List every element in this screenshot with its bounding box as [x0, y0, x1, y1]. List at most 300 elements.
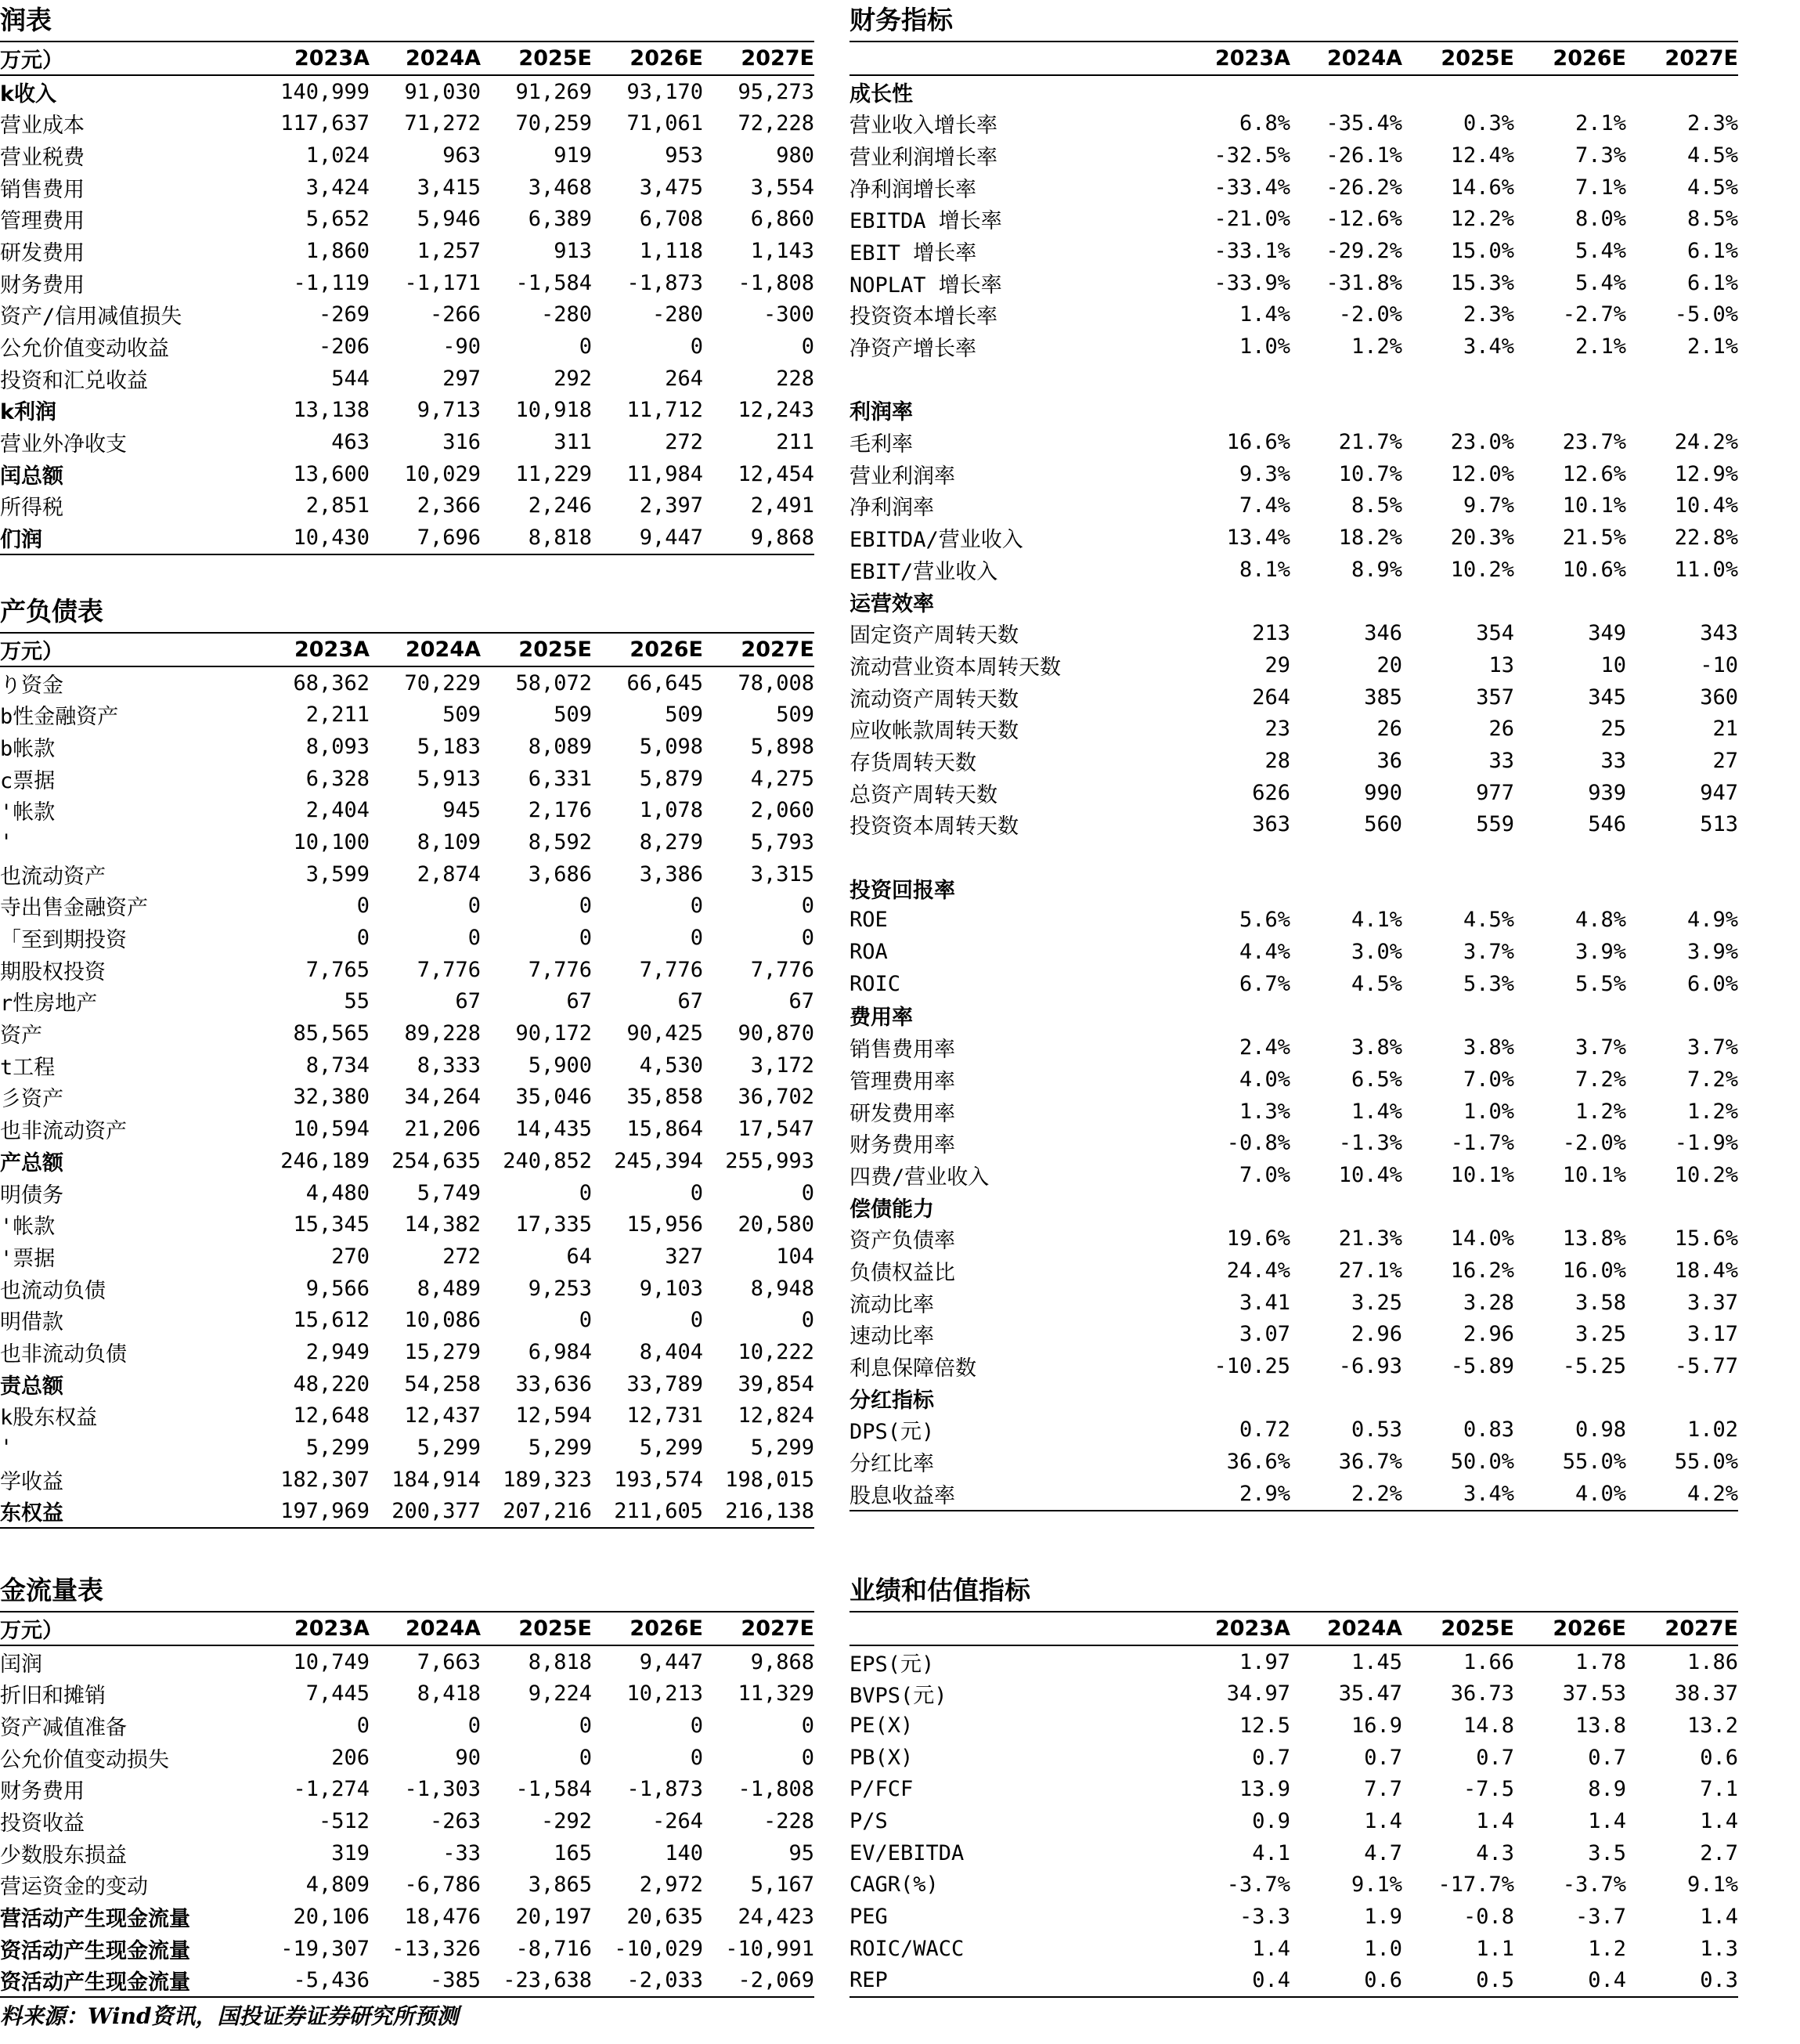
value-cell: 182,307 — [280, 1467, 370, 1492]
value-cell: 193,574 — [614, 1467, 703, 1492]
row-label: 投资收益 — [0, 1811, 85, 1836]
value-cell: 11,984 — [626, 461, 703, 486]
table-row — [849, 777, 1738, 809]
value-cell: 272 — [442, 1244, 481, 1269]
value-cell: 3,415 — [417, 175, 481, 200]
header-year-cell: 2025E — [1402, 1612, 1514, 1645]
header-year-cell: 2027E — [703, 633, 814, 666]
row-label: 销售费用率 — [849, 1038, 955, 1063]
value-cell: 37.53 — [1562, 1681, 1626, 1706]
value-cell: 1,143 — [750, 238, 814, 263]
table-row — [0, 954, 814, 986]
value-cell: 2.4% — [1239, 1035, 1290, 1060]
value-cell: 10,594 — [293, 1117, 370, 1142]
table-row — [849, 490, 1738, 522]
value-cell: 12,594 — [515, 1403, 592, 1428]
value-cell: 8,109 — [417, 829, 481, 854]
value-cell: 5.5% — [1575, 971, 1626, 996]
value-cell: 7,776 — [750, 957, 814, 982]
value-cell: 64 — [566, 1244, 592, 1269]
value-cell: 939 — [1588, 780, 1626, 805]
value-cell: 10,749 — [293, 1649, 370, 1674]
value-cell: 12.2% — [1450, 207, 1514, 232]
valuation-indicators-title: 业绩和估值指标 — [849, 1575, 1030, 1605]
value-cell: 17,335 — [515, 1212, 592, 1237]
value-cell: 10.1% — [1562, 493, 1626, 518]
header-year-cell: 2023A — [258, 1612, 370, 1645]
value-cell: 0 — [467, 894, 481, 919]
header-year-cell: 2025E — [481, 42, 592, 75]
value-cell — [1290, 840, 1402, 872]
value-cell: 4.7 — [1364, 1840, 1402, 1865]
value-cell: 20.3% — [1450, 525, 1514, 551]
header-year-cell: 2027E — [703, 42, 814, 75]
header-year-cell: 2023A — [258, 633, 370, 666]
value-cell: 10.2% — [1674, 1162, 1738, 1187]
row-label: EBIT/营业收入 — [849, 559, 998, 584]
value-cell: 0 — [801, 1713, 814, 1738]
value-cell: 35.47 — [1338, 1681, 1402, 1706]
row-label: EBIT 增长率 — [849, 240, 977, 265]
value-cell: 385 — [1364, 684, 1402, 710]
value-cell: 12,731 — [626, 1403, 703, 1428]
value-cell: -280 — [540, 302, 592, 327]
value-cell — [1290, 395, 1402, 427]
value-cell — [1290, 1000, 1402, 1032]
value-cell — [1626, 75, 1738, 108]
financial-indicators-title: 财务指标 — [849, 5, 953, 35]
value-cell: 2.9% — [1178, 1478, 1290, 1511]
value-cell — [1514, 1000, 1626, 1032]
table-row — [0, 666, 814, 699]
value-cell: 3.4% — [1463, 334, 1514, 359]
value-cell: 0 — [801, 926, 814, 951]
value-cell: 24.4% — [1226, 1258, 1290, 1283]
header-year-cell: 2027E — [703, 1612, 814, 1645]
value-cell: -1,873 — [626, 270, 703, 295]
row-label: b帐款 — [0, 736, 56, 761]
table-row — [0, 107, 814, 139]
row-label: P/FCF — [849, 1777, 914, 1802]
value-cell: -32.5% — [1214, 143, 1290, 168]
header-year-cell: 2024A — [1290, 1612, 1402, 1645]
value-cell: 12,824 — [738, 1403, 814, 1428]
value-cell: -2,033 — [592, 1965, 703, 1998]
table-row — [849, 1159, 1738, 1191]
value-cell: 1.3 — [1700, 1936, 1738, 1961]
value-cell: 13,138 — [293, 398, 370, 423]
value-cell: 3,172 — [750, 1053, 814, 1078]
value-cell: 21.5% — [1562, 525, 1626, 551]
value-cell: 0.98 — [1575, 1417, 1626, 1443]
value-cell: 48,220 — [293, 1371, 370, 1396]
value-cell: 0.53 — [1351, 1417, 1402, 1443]
row-label: EPS(元) — [849, 1652, 935, 1677]
value-cell: -385 — [370, 1965, 481, 1998]
value-cell: -1,274 — [293, 1777, 370, 1802]
row-label: 明债务 — [0, 1183, 63, 1208]
value-cell: 0 — [801, 1308, 814, 1333]
value-cell: 9,868 — [703, 522, 814, 554]
value-cell: 21 — [1712, 717, 1738, 742]
value-cell: 95,273 — [738, 79, 814, 104]
row-label: 管理费用 — [0, 209, 85, 234]
value-cell: 1.02 — [1686, 1417, 1738, 1443]
value-cell: 24.2% — [1674, 430, 1738, 455]
value-cell: 7,445 — [305, 1681, 370, 1706]
row-label: 营活动产生现金流量 — [0, 1907, 190, 1932]
value-cell: 3.7% — [1686, 1035, 1738, 1060]
value-cell: -5.25 — [1562, 1354, 1626, 1379]
header-label-cell: 万元） — [0, 42, 258, 75]
value-cell: 509 — [554, 702, 592, 728]
value-cell: 3.17 — [1686, 1322, 1738, 1347]
value-cell: 0.9 — [1252, 1808, 1290, 1833]
table-header-row — [0, 633, 814, 666]
row-label: 资产减值准备 — [0, 1715, 127, 1740]
value-cell: 546 — [1588, 812, 1626, 837]
value-cell: 11,712 — [626, 398, 703, 423]
value-cell: 1.45 — [1351, 1649, 1402, 1674]
value-cell: 3,686 — [528, 861, 592, 887]
table-row — [849, 1478, 1738, 1511]
header-year-cell: 2024A — [370, 42, 481, 75]
value-cell: 117,637 — [280, 111, 370, 136]
table-row — [849, 235, 1738, 267]
value-cell: 9.3% — [1239, 461, 1290, 486]
table-row — [0, 1965, 814, 1998]
value-cell: 270 — [331, 1244, 370, 1269]
right-column — [849, 0, 1738, 2044]
value-cell — [1290, 872, 1402, 905]
value-cell: 346 — [1364, 621, 1402, 646]
value-cell — [1626, 1382, 1738, 1414]
value-cell — [1178, 1191, 1290, 1223]
value-cell: 7.4% — [1239, 493, 1290, 518]
value-cell: 5,879 — [639, 766, 703, 791]
value-cell: 10,222 — [738, 1339, 814, 1364]
value-cell: 58,072 — [515, 670, 592, 695]
value-cell: 327 — [665, 1244, 703, 1269]
value-cell — [1514, 75, 1626, 108]
value-cell: 919 — [554, 143, 592, 168]
value-cell: 12.9% — [1674, 461, 1738, 486]
value-cell: 93,170 — [626, 79, 703, 104]
table-row — [0, 1901, 814, 1933]
value-cell: 90,425 — [626, 1021, 703, 1046]
value-cell: 71,272 — [404, 111, 481, 136]
value-cell: 8,404 — [639, 1339, 703, 1364]
table-row — [0, 330, 814, 363]
value-cell: 8,489 — [417, 1276, 481, 1301]
value-cell: 16.0% — [1562, 1258, 1626, 1283]
value-cell: 8,818 — [528, 1649, 592, 1674]
value-cell: 6.1% — [1686, 238, 1738, 263]
table-row — [849, 1645, 1738, 1678]
table-section-row — [849, 586, 1738, 618]
row-label: 成长性 — [849, 81, 913, 107]
table-header-row — [849, 42, 1738, 75]
value-cell: 15,956 — [626, 1212, 703, 1237]
value-cell: -2.0% — [1338, 302, 1402, 327]
value-cell: 11,229 — [515, 461, 592, 486]
table-row — [0, 1837, 814, 1869]
value-cell: 20,580 — [738, 1212, 814, 1237]
table-section-row — [849, 1191, 1738, 1223]
value-cell: 4.4% — [1239, 940, 1290, 965]
value-cell: 8,089 — [528, 734, 592, 759]
row-label: 净资产增长率 — [849, 337, 976, 362]
value-cell: 0 — [690, 926, 703, 951]
row-label: 流动营业资本周转天数 — [849, 655, 1061, 680]
value-cell: 10 — [1600, 652, 1626, 677]
table-section-row — [849, 75, 1738, 108]
value-cell: 39,854 — [738, 1371, 814, 1396]
value-cell — [1178, 363, 1290, 395]
value-cell: 11.0% — [1674, 557, 1738, 582]
value-cell: 311 — [554, 430, 592, 455]
value-cell: 7.2% — [1575, 1067, 1626, 1092]
value-cell: 8,948 — [750, 1276, 814, 1301]
value-cell: -1,808 — [738, 1777, 814, 1802]
value-cell: 4.8% — [1575, 908, 1626, 933]
value-cell: 21.3% — [1338, 1226, 1402, 1251]
table-row — [0, 490, 814, 522]
value-cell: 9,868 — [750, 1649, 814, 1674]
value-cell: 626 — [1252, 780, 1290, 805]
table-row — [849, 1319, 1738, 1351]
value-cell: -35.4% — [1326, 111, 1402, 136]
row-label: BVPS(元) — [849, 1684, 947, 1709]
value-cell: 15,279 — [404, 1339, 481, 1364]
value-cell: 0 — [690, 1745, 703, 1770]
value-cell: -26.2% — [1326, 175, 1402, 200]
cashflow-statement-title: 金流量表 — [0, 1575, 103, 1605]
value-cell — [1402, 1191, 1514, 1223]
row-label: 总资产周转天数 — [849, 782, 997, 807]
value-cell: 947 — [1700, 780, 1738, 805]
value-cell: 3.8% — [1351, 1035, 1402, 1060]
value-cell: 4.5% — [1351, 971, 1402, 996]
value-cell: -23,638 — [481, 1965, 592, 1998]
value-cell: 8,734 — [305, 1053, 370, 1078]
value-cell: -1,171 — [404, 270, 481, 295]
table-row — [0, 458, 814, 490]
value-cell: 0 — [579, 334, 592, 359]
value-cell: -33 — [442, 1840, 481, 1865]
table-row — [0, 139, 814, 172]
value-cell: 1.4 — [1700, 1808, 1738, 1833]
value-cell: 12,243 — [738, 398, 814, 423]
table-row — [0, 1336, 814, 1368]
row-label: 营业收入增长率 — [849, 114, 997, 139]
value-cell: 1.97 — [1239, 1649, 1290, 1674]
value-cell: -3.7% — [1562, 1872, 1626, 1898]
value-cell: -19,307 — [280, 1936, 370, 1961]
table-row — [0, 1208, 814, 1240]
income-statement-table — [0, 41, 814, 555]
value-cell: 21.7% — [1338, 430, 1402, 455]
value-cell: 963 — [442, 143, 481, 168]
table-row — [0, 299, 814, 331]
value-cell: 0.4 — [1514, 1965, 1626, 1998]
row-label: 存货周转天数 — [849, 750, 976, 775]
row-label: '帐款 — [0, 1215, 56, 1240]
row-label: 投资和汇兑收益 — [0, 368, 148, 393]
table-section-row — [849, 872, 1738, 905]
value-cell: 89,228 — [404, 1021, 481, 1046]
valuation-indicators-table — [849, 1611, 1738, 1998]
value-cell — [1514, 363, 1626, 395]
row-label: 投资资本增长率 — [849, 305, 997, 330]
value-cell: 2,874 — [417, 861, 481, 887]
value-cell — [1514, 872, 1626, 905]
value-cell: -6,786 — [404, 1872, 481, 1898]
value-cell: 0 — [801, 1180, 814, 1205]
value-cell: -33.4% — [1214, 175, 1290, 200]
table-row — [0, 858, 814, 890]
value-cell: 0 — [579, 1180, 592, 1205]
value-cell: 7,696 — [370, 522, 481, 554]
table-row — [849, 299, 1738, 331]
value-cell: 90 — [455, 1745, 481, 1770]
table-row — [849, 1965, 1738, 1998]
value-cell: 357 — [1476, 684, 1514, 710]
table-row — [0, 203, 814, 235]
value-cell: 4.0% — [1239, 1067, 1290, 1092]
table-row — [0, 1273, 814, 1305]
value-cell: 544 — [331, 366, 370, 391]
value-cell: 13.2 — [1686, 1713, 1738, 1738]
value-cell — [1514, 395, 1626, 427]
value-cell: 19.6% — [1226, 1226, 1290, 1251]
value-cell: 240,852 — [503, 1148, 592, 1173]
table-row — [849, 1677, 1738, 1710]
value-cell: 0 — [579, 1745, 592, 1770]
value-cell — [1514, 1191, 1626, 1223]
value-cell: 0 — [579, 926, 592, 951]
value-cell: 24,423 — [738, 1905, 814, 1930]
table-row — [849, 1096, 1738, 1128]
value-cell: 91,269 — [515, 79, 592, 104]
value-cell: 1.3% — [1239, 1099, 1290, 1124]
value-cell: 0 — [801, 1745, 814, 1770]
value-cell: 21,206 — [404, 1117, 481, 1142]
value-cell: 4.0% — [1514, 1478, 1626, 1511]
value-cell: 5,946 — [417, 207, 481, 232]
row-label: k收入 — [0, 81, 56, 107]
table-row — [849, 1127, 1738, 1159]
value-cell: 33 — [1488, 748, 1514, 773]
value-cell: 0 — [690, 334, 703, 359]
value-cell: 2.1% — [1575, 111, 1626, 136]
value-cell: 36.6% — [1226, 1450, 1290, 1475]
value-cell: 165 — [554, 1840, 592, 1865]
row-label: NOPLAT 增长率 — [849, 273, 1002, 298]
value-cell: 3.58 — [1575, 1290, 1626, 1315]
value-cell — [1290, 363, 1402, 395]
value-cell: 5,793 — [750, 829, 814, 854]
value-cell: 13.9 — [1239, 1777, 1290, 1802]
row-label: PEG — [849, 1905, 888, 1930]
value-cell: 55 — [344, 989, 370, 1014]
value-cell: 1.4 — [1364, 1808, 1402, 1833]
value-cell: -8,716 — [515, 1936, 592, 1961]
value-cell: 3.9% — [1575, 940, 1626, 965]
value-cell: 1.9 — [1364, 1905, 1402, 1930]
value-cell: 10.4% — [1338, 1162, 1402, 1187]
value-cell: 4,480 — [305, 1180, 370, 1205]
value-cell: 206 — [331, 1745, 370, 1770]
value-cell: 1.4 — [1588, 1808, 1626, 1833]
value-cell: 18.4% — [1674, 1258, 1738, 1283]
table-row — [0, 1177, 814, 1209]
value-cell: 7.1% — [1575, 175, 1626, 200]
value-cell: 977 — [1476, 780, 1514, 805]
row-label: 资产负债率 — [849, 1229, 955, 1254]
value-cell — [1626, 1191, 1738, 1223]
table-row — [849, 1350, 1738, 1382]
value-cell: 3,386 — [639, 861, 703, 887]
value-cell: 5,299 — [750, 1435, 814, 1461]
header-label-cell — [849, 1612, 1178, 1645]
value-cell: 1.2% — [1686, 1099, 1738, 1124]
value-cell: 90,172 — [515, 1021, 592, 1046]
value-cell: 560 — [1364, 812, 1402, 837]
value-cell: 2.1% — [1686, 334, 1738, 359]
value-cell: -33.9% — [1214, 270, 1290, 295]
value-cell: 245,394 — [614, 1148, 703, 1173]
row-label: EBITDA/营业收入 — [849, 528, 1023, 553]
header-year-cell: 2024A — [370, 633, 481, 666]
value-cell: 1,024 — [305, 143, 370, 168]
value-cell: 6.0% — [1686, 971, 1738, 996]
value-cell: 36,702 — [738, 1085, 814, 1110]
value-cell: 9,447 — [592, 522, 703, 554]
table-row — [0, 1773, 814, 1805]
value-cell: 1.86 — [1686, 1649, 1738, 1674]
value-cell: 5,098 — [639, 734, 703, 759]
value-cell: 3,315 — [750, 861, 814, 887]
value-cell: 22.8% — [1674, 525, 1738, 551]
table-row — [0, 890, 814, 923]
value-cell: 4.9% — [1686, 908, 1738, 933]
value-cell: 1,257 — [417, 238, 481, 263]
value-cell: 2.3% — [1463, 302, 1514, 327]
table-row — [849, 1414, 1738, 1446]
header-year-cell: 2023A — [258, 42, 370, 75]
value-cell: -1,584 — [515, 1777, 592, 1802]
cashflow-statement-table — [0, 1611, 814, 1998]
value-cell: 9,566 — [305, 1276, 370, 1301]
value-cell: 29 — [1264, 652, 1290, 677]
table-row — [849, 1933, 1738, 1965]
value-cell: 35,858 — [626, 1085, 703, 1110]
value-cell: 67 — [677, 989, 703, 1014]
table-row — [849, 745, 1738, 777]
row-label: 利息保障倍数 — [849, 1356, 976, 1381]
value-cell: -280 — [651, 302, 703, 327]
row-label: 责总额 — [0, 1374, 63, 1399]
value-cell: 20,197 — [515, 1905, 592, 1930]
value-cell: -1,808 — [738, 270, 814, 295]
table-row — [0, 1677, 814, 1710]
value-cell: 0 — [579, 1713, 592, 1738]
table-row — [849, 1805, 1738, 1837]
table-row — [0, 1368, 814, 1400]
value-cell: 363 — [1252, 812, 1290, 837]
row-label: r性房地产 — [0, 991, 98, 1017]
